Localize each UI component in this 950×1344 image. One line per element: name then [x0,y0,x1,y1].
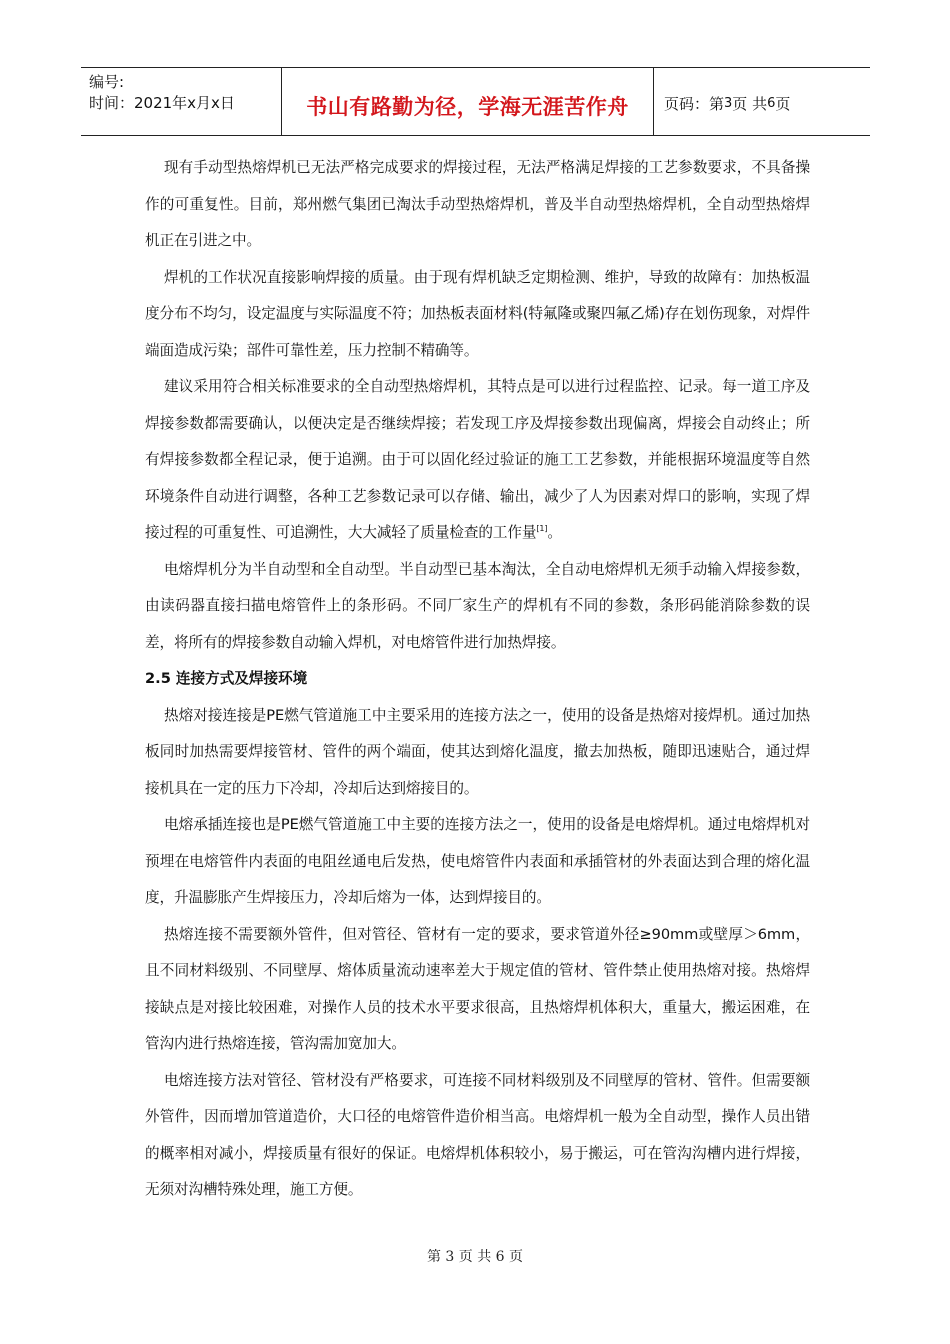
header-page-info [654,68,870,135]
paragraph-welder-condition: 焊机的工作状况直接影响焊接的质量。由于现有焊机缺乏定期检测、维护，导致的故障有：加热板温度分布不均匀，设定温度与实际温度不符；加热板表面材料(特氟隆或聚四氟乙烯)存在划伤现象，对焊件端面造成污染；部件可靠性差，压力控制不精确等。 [145,268,810,359]
page-info-current: 3 [724,96,733,111]
section-heading: 2.5 连接方式及焊接环境 [145,670,308,687]
page-info-total: 6 [767,96,776,111]
header-motto: 书山有路勤为径，学海无涯苦作舟 [282,68,654,135]
paragraph-manual-welder: 现有手动型热熔焊机已无法严格完成要求的焊接过程，无法严格满足焊接的工艺参数要求，不具备操作的可重复性。目前，郑州燃气集团已淘汰手动型热熔焊机，普及半自动型热熔焊机，全自动型热熔焊机正在引进之中。 [145,159,810,249]
document-body [145,150,810,1209]
paragraph-electrofusion-welder: 电熔焊机分为半自动型和全自动型。半自动型已基本淘汰，全自动电熔焊机无须手动输入焊接参数，由读码器直接扫描电熔管件上的条形码。不同厂家生产的焊机有不同的参数，条形码能消除参数的误差，将所有的焊接参数自动输入焊机，对电熔管件进行加热焊接。 [145,560,810,651]
document-header [81,67,870,136]
paragraph-auto-welder-text: 建议采用符合相关标准要求的全自动型热熔焊机，其特点是可以进行过程监控、记录。每一道工序及焊接参数都需要确认，以便决定是否继续焊接；若发现工序及焊接参数出现偏离，焊接会自动终止；所有焊接参数都全程记录，便于追溯。由于可以固化经过验证的施工工艺参数，并能根据环境温度等自然环境条件自动进行调整，各种工艺参数记录可以存储、输出，减少了人为因素对焊口的影响，实现了焊接过程的可重复性、可追溯性，大大减轻了质量检查的工作量 [145,378,810,541]
number-label: 编号: [89,73,125,91]
page-info-suffix: 页 [775,95,791,113]
page-info-middle: 页 共 [732,95,768,113]
page-info-prefix: 页码：第 [664,95,725,113]
paragraph-socket-fusion: 电熔承插连接也是PE燃气管道施工中主要的连接方法之一，使用的设备是电熔焊机。通过电熔焊机对预埋在电熔管件内表面的电阻丝通电后发热，使电熔管件内表面和承插管材的外表面达到合理的熔化温度，升温膨胀产生焊接压力，冷却后熔为一体，达到焊接目的。 [145,816,810,906]
paragraph-electrofusion-comparison: 电熔连接方法对管径、管材没有严格要求，可连接不同材料级别及不同壁厚的管材、管件。但需要额外管件，因而增加管道造价，大口径的电熔管件造价相当高。电熔焊机一般为全自动型，操作人员出错的概率相对减小，焊接质量有很好的保证。电熔焊机体积较小，易于搬运，可在管沟沟槽内进行焊接，无须对沟槽特殊处理，施工方便。 [145,1071,810,1198]
citation-marker: [1] [536,524,548,534]
page-footer: 第 3 页 共 6 页 [426,1249,524,1265]
paragraph-butt-fusion: 热熔对接连接是PE燃气管道施工中主要采用的连接方法之一，使用的设备是热熔对接焊机。通过加热板同时加热需要焊接管材、管件的两个端面，使其达到熔化温度，撤去加热板，随即迅速贴合，通过焊接机具在一定的压力下冷却，冷却后达到熔接目的。 [145,706,810,797]
time-label: 时间：2021年x月x日 [89,94,235,112]
paragraph-auto-welder [145,369,810,552]
header-meta [81,68,282,135]
paragraph-hot-melt-comparison: 热熔连接不需要额外管件，但对管径、管材有一定的要求，要求管道外径≥90mm或壁厚＞6mm，且不同材料级别、不同壁厚、熔体质量流动速率差大于规定值的管材、管件禁止使用热熔对接。热熔焊接缺点是对接比较困难，对操作人员的技术水平要求很高，且热熔焊机体积大，重量大，搬运困难，在管沟内进行热熔连接，管沟需加宽加大。 [145,925,810,1052]
paragraph-auto-welder-end: 。 [547,524,562,541]
